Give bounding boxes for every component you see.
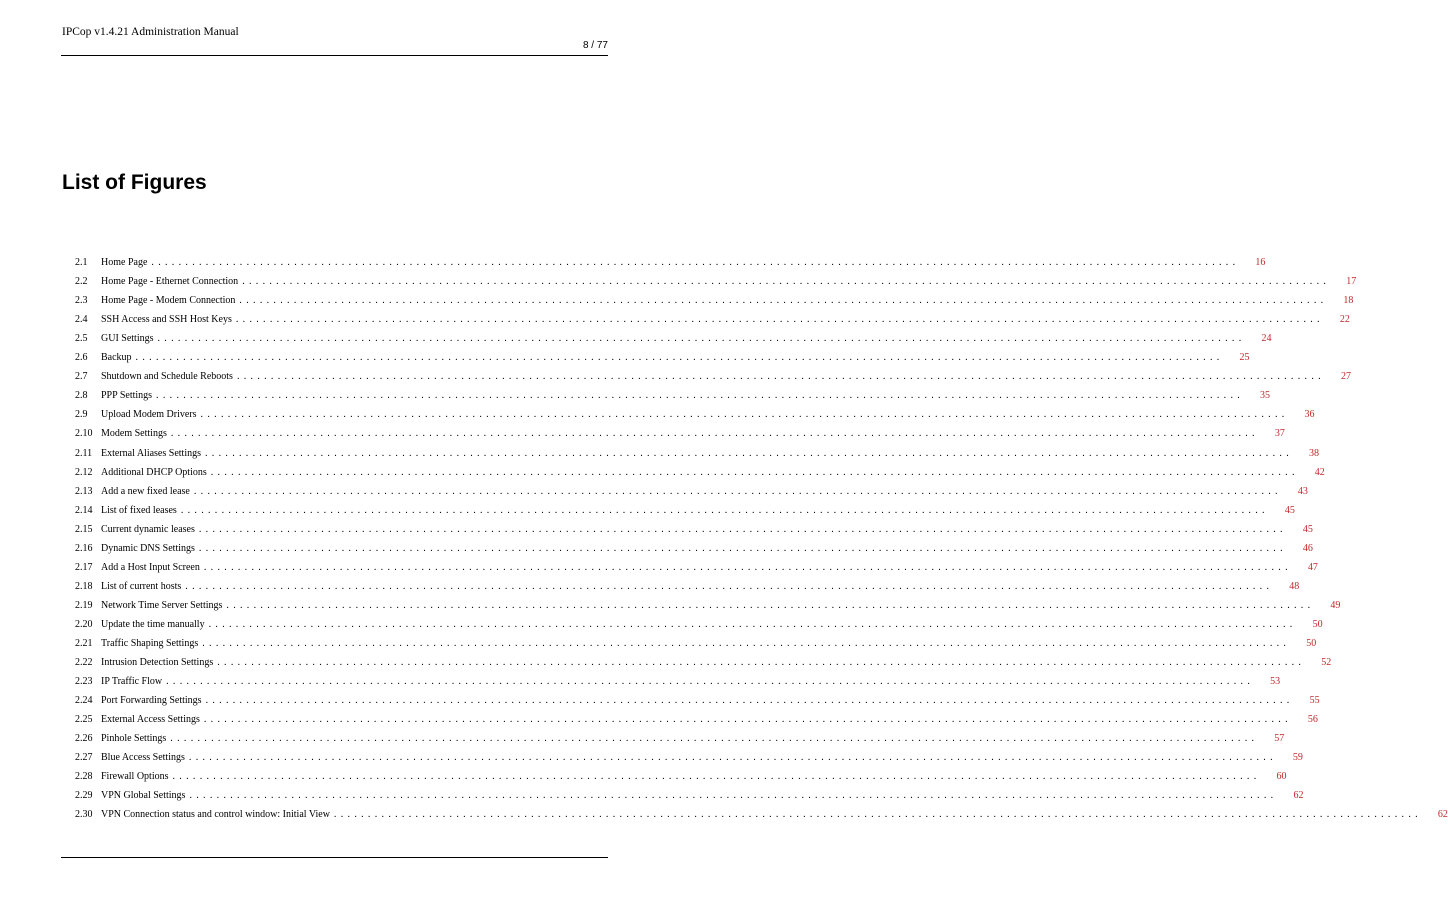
figure-number: 2.12 bbox=[75, 466, 93, 478]
figure-page-link[interactable]: 50 bbox=[1306, 638, 1317, 649]
figure-entry[interactable] bbox=[75, 618, 1323, 632]
dot-leader: ................................................................................................................................................................ bbox=[166, 676, 1255, 688]
dot-leader: ................................................................................................................................................................ bbox=[157, 333, 1246, 345]
figure-page-link[interactable]: 57 bbox=[1274, 733, 1285, 745]
figure-number: 2.23 bbox=[75, 676, 93, 688]
dot-leader: ................................................................................................................................................................ bbox=[208, 618, 1297, 630]
figure-page-link[interactable]: 36 bbox=[1304, 409, 1315, 421]
figure-page-link[interactable]: 25 bbox=[1239, 352, 1250, 364]
figure-title[interactable]: PPP Settings bbox=[101, 390, 153, 402]
figure-page-link[interactable]: 35 bbox=[1260, 390, 1271, 402]
figure-title[interactable]: Firewall Options bbox=[101, 771, 169, 783]
dot-leader: ................................................................................................................................................................ bbox=[170, 733, 1259, 745]
figure-title[interactable]: Shutdown and Schedule Reboots bbox=[101, 371, 233, 383]
figure-page-link[interactable]: 45 bbox=[1284, 504, 1295, 516]
figure-entry[interactable] bbox=[75, 275, 1357, 289]
figure-entry[interactable] bbox=[75, 751, 1303, 765]
figure-number: 2.25 bbox=[75, 714, 93, 726]
dot-leader: ................................................................................................................................................................ bbox=[203, 561, 1292, 573]
figure-page-link[interactable]: 16 bbox=[1255, 257, 1266, 268]
figure-title[interactable]: Home Page - Ethernet Connection bbox=[101, 276, 239, 288]
figure-page-link[interactable]: 62 bbox=[1293, 790, 1304, 802]
figure-entry[interactable] bbox=[75, 447, 1319, 461]
figure-page-link[interactable]: 47 bbox=[1307, 561, 1318, 573]
figure-page-link[interactable]: 24 bbox=[1261, 333, 1272, 345]
figure-number: 2.14 bbox=[75, 504, 93, 516]
figure-entry[interactable] bbox=[75, 542, 1313, 556]
header-title: IPCop v1.4.21 Administration Manual bbox=[62, 26, 239, 38]
figure-page-link[interactable]: 43 bbox=[1297, 485, 1308, 497]
dot-leader: ................................................................................................................................................................ bbox=[193, 485, 1282, 497]
figure-title[interactable]: List of fixed leases bbox=[101, 504, 177, 516]
figure-title[interactable]: Port Forwarding Settings bbox=[101, 695, 202, 707]
figure-number: 2.19 bbox=[75, 599, 93, 611]
figure-number: 2.1 bbox=[75, 257, 88, 268]
header-rule bbox=[61, 55, 608, 56]
dot-leader: ................................................................................................................................................................ bbox=[135, 352, 1224, 364]
figure-page-link[interactable]: 17 bbox=[1346, 276, 1357, 288]
figure-page-link[interactable]: 42 bbox=[1314, 466, 1325, 478]
figure-entry[interactable] bbox=[75, 294, 1354, 308]
figure-number: 2.28 bbox=[75, 771, 93, 783]
dot-leader: ................................................................................................................................................................ bbox=[188, 752, 1277, 764]
figure-title[interactable]: SSH Access and SSH Host Keys bbox=[101, 314, 232, 326]
figure-title[interactable]: Network Time Server Settings bbox=[101, 599, 223, 611]
figure-title[interactable]: Add a new fixed lease bbox=[101, 485, 190, 497]
figure-page-link[interactable]: 37 bbox=[1274, 428, 1285, 440]
figure-entry[interactable] bbox=[75, 561, 1318, 575]
figure-number: 2.17 bbox=[75, 561, 93, 573]
figure-entry[interactable] bbox=[75, 599, 1341, 613]
dot-leader: ................................................................................................................................................................ bbox=[205, 695, 1294, 707]
figure-number: 2.8 bbox=[75, 390, 88, 402]
dot-leader: ................................................................................................................................................................ bbox=[333, 809, 1422, 821]
figure-page-link[interactable]: 18 bbox=[1343, 295, 1354, 307]
figure-title[interactable]: Add a Host Input Screen bbox=[101, 561, 200, 573]
figure-page-link[interactable]: 62 bbox=[1437, 809, 1448, 821]
figure-number: 2.11 bbox=[75, 447, 93, 459]
dot-leader: ................................................................................................................................................................ bbox=[198, 542, 1287, 554]
figure-number: 2.29 bbox=[75, 790, 93, 802]
figure-entry[interactable] bbox=[75, 656, 1332, 670]
figure-title[interactable]: GUI Settings bbox=[101, 333, 154, 345]
figure-page-link[interactable]: 49 bbox=[1330, 599, 1341, 611]
dot-leader: ................................................................................................................................................................ bbox=[172, 771, 1261, 783]
figure-title[interactable]: Home Page - Modem Connection bbox=[101, 295, 236, 307]
figure-entry[interactable] bbox=[75, 485, 1308, 499]
figure-title[interactable]: Traffic Shaping Settings bbox=[101, 638, 199, 649]
figure-entry[interactable] bbox=[75, 580, 1300, 594]
figure-title[interactable]: Home Page bbox=[101, 257, 148, 268]
figure-page-link[interactable]: 45 bbox=[1302, 523, 1313, 535]
figure-page-link[interactable]: 38 bbox=[1309, 447, 1319, 459]
dot-leader: ................................................................................................................................................................ bbox=[198, 523, 1287, 535]
figure-page-link[interactable]: 50 bbox=[1312, 618, 1323, 630]
figure-number: 2.24 bbox=[75, 695, 93, 707]
figure-title[interactable]: External Aliases Settings bbox=[101, 447, 201, 459]
dot-leader: ................................................................................................................................................................ bbox=[239, 295, 1328, 307]
dot-leader: ................................................................................................................................................................ bbox=[156, 390, 1245, 402]
dot-leader: ................................................................................................................................................................ bbox=[189, 790, 1278, 802]
figure-number: 2.9 bbox=[75, 409, 88, 421]
figure-page-link[interactable]: 55 bbox=[1309, 695, 1320, 707]
figure-entry[interactable] bbox=[75, 523, 1313, 537]
dot-leader: ................................................................................................................................................................ bbox=[151, 257, 1240, 268]
figure-page-link[interactable]: 59 bbox=[1292, 752, 1303, 764]
dot-leader: ................................................................................................................................................................ bbox=[217, 657, 1306, 669]
figure-page-link[interactable]: 56 bbox=[1307, 714, 1318, 726]
figure-number: 2.22 bbox=[75, 657, 93, 669]
figure-title[interactable]: Upload Modem Drivers bbox=[101, 409, 197, 421]
figure-entry[interactable] bbox=[75, 789, 1304, 803]
figure-number: 2.21 bbox=[75, 638, 93, 649]
figure-entry[interactable] bbox=[75, 427, 1285, 441]
figure-entry[interactable] bbox=[75, 332, 1272, 346]
figure-number: 2.20 bbox=[75, 618, 93, 630]
figure-page-link[interactable]: 60 bbox=[1276, 771, 1287, 783]
figure-number: 2.30 bbox=[75, 809, 93, 821]
figure-number: 2.7 bbox=[75, 371, 88, 383]
figure-title[interactable]: Backup bbox=[101, 352, 132, 364]
figure-page-link[interactable]: 46 bbox=[1302, 542, 1313, 554]
figure-title[interactable]: Modem Settings bbox=[101, 428, 167, 440]
figure-entry[interactable] bbox=[75, 370, 1351, 384]
figure-title[interactable]: Current dynamic leases bbox=[101, 523, 195, 535]
figure-entry[interactable] bbox=[75, 637, 1317, 651]
figure-entry[interactable] bbox=[75, 389, 1271, 403]
figure-number: 2.13 bbox=[75, 485, 93, 497]
dot-leader: ................................................................................................................................................................ bbox=[226, 599, 1315, 611]
figure-page-link[interactable]: 52 bbox=[1321, 657, 1332, 669]
dot-leader: ................................................................................................................................................................ bbox=[185, 580, 1274, 592]
figure-number: 2.16 bbox=[75, 542, 93, 554]
figure-entry[interactable] bbox=[75, 408, 1315, 422]
figure-title[interactable]: Intrusion Detection Settings bbox=[101, 657, 214, 669]
figure-title[interactable]: Additional DHCP Options bbox=[101, 466, 207, 478]
list-of-figures-heading: List of Figures bbox=[62, 171, 207, 194]
figure-title[interactable]: Blue Access Settings bbox=[101, 752, 185, 764]
figure-number: 2.2 bbox=[75, 276, 88, 288]
figure-entry[interactable] bbox=[75, 694, 1320, 708]
figure-title[interactable]: VPN Global Settings bbox=[101, 790, 186, 802]
figure-entry[interactable] bbox=[75, 351, 1250, 365]
figure-number: 2.26 bbox=[75, 733, 93, 745]
figure-page-link[interactable]: 27 bbox=[1340, 371, 1351, 383]
dot-leader: ................................................................................................................................................................ bbox=[170, 428, 1259, 440]
dot-leader: ................................................................................................................................................................ bbox=[200, 409, 1289, 421]
figure-title[interactable]: Dynamic DNS Settings bbox=[101, 542, 195, 554]
figure-page-link[interactable]: 53 bbox=[1270, 676, 1281, 688]
figure-number: 2.10 bbox=[75, 428, 93, 440]
figure-entry[interactable] bbox=[75, 713, 1318, 727]
figure-page-link[interactable]: 48 bbox=[1289, 580, 1300, 592]
dot-leader: ................................................................................................................................................................ bbox=[202, 638, 1291, 649]
figure-number: 2.15 bbox=[75, 523, 93, 535]
dot-leader: ................................................................................................................................................................ bbox=[236, 371, 1325, 383]
figure-number: 2.27 bbox=[75, 752, 93, 764]
dot-leader: ................................................................................................................................................................ bbox=[210, 466, 1299, 478]
page-number: 8 / 77 bbox=[582, 40, 608, 51]
figure-number: 2.6 bbox=[75, 352, 88, 364]
figure-title[interactable]: VPN Connection status and control window: Initial View bbox=[101, 809, 330, 821]
figure-entry[interactable] bbox=[75, 675, 1281, 689]
figure-number: 2.4 bbox=[75, 314, 88, 326]
figure-title[interactable]: Update the time manually bbox=[101, 618, 205, 630]
figure-entry[interactable] bbox=[75, 732, 1285, 746]
figure-entry[interactable] bbox=[75, 256, 1266, 270]
dot-leader: ................................................................................................................................................................ bbox=[242, 276, 1331, 288]
dot-leader: ................................................................................................................................................................ bbox=[203, 714, 1292, 726]
figure-number: 2.5 bbox=[75, 333, 88, 345]
figure-title[interactable]: Pinhole Settings bbox=[101, 733, 167, 745]
figure-entry[interactable] bbox=[75, 466, 1325, 480]
dot-leader: ................................................................................................................................................................ bbox=[235, 314, 1324, 326]
figure-entry[interactable] bbox=[75, 504, 1295, 518]
figure-title[interactable]: External Access Settings bbox=[101, 714, 200, 726]
footer-rule bbox=[61, 857, 608, 858]
dot-leader: ................................................................................................................................................................ bbox=[205, 447, 1293, 459]
figure-entry[interactable] bbox=[75, 808, 1448, 822]
figure-number: 2.3 bbox=[75, 295, 88, 307]
figure-title[interactable]: IP Traffic Flow bbox=[101, 676, 163, 688]
dot-leader: ................................................................................................................................................................ bbox=[180, 504, 1269, 516]
figure-number: 2.18 bbox=[75, 580, 93, 592]
figure-title[interactable]: List of current hosts bbox=[101, 580, 182, 592]
figure-entry[interactable] bbox=[75, 770, 1287, 784]
figure-page-link[interactable]: 22 bbox=[1339, 314, 1350, 326]
figure-entry[interactable] bbox=[75, 313, 1350, 327]
